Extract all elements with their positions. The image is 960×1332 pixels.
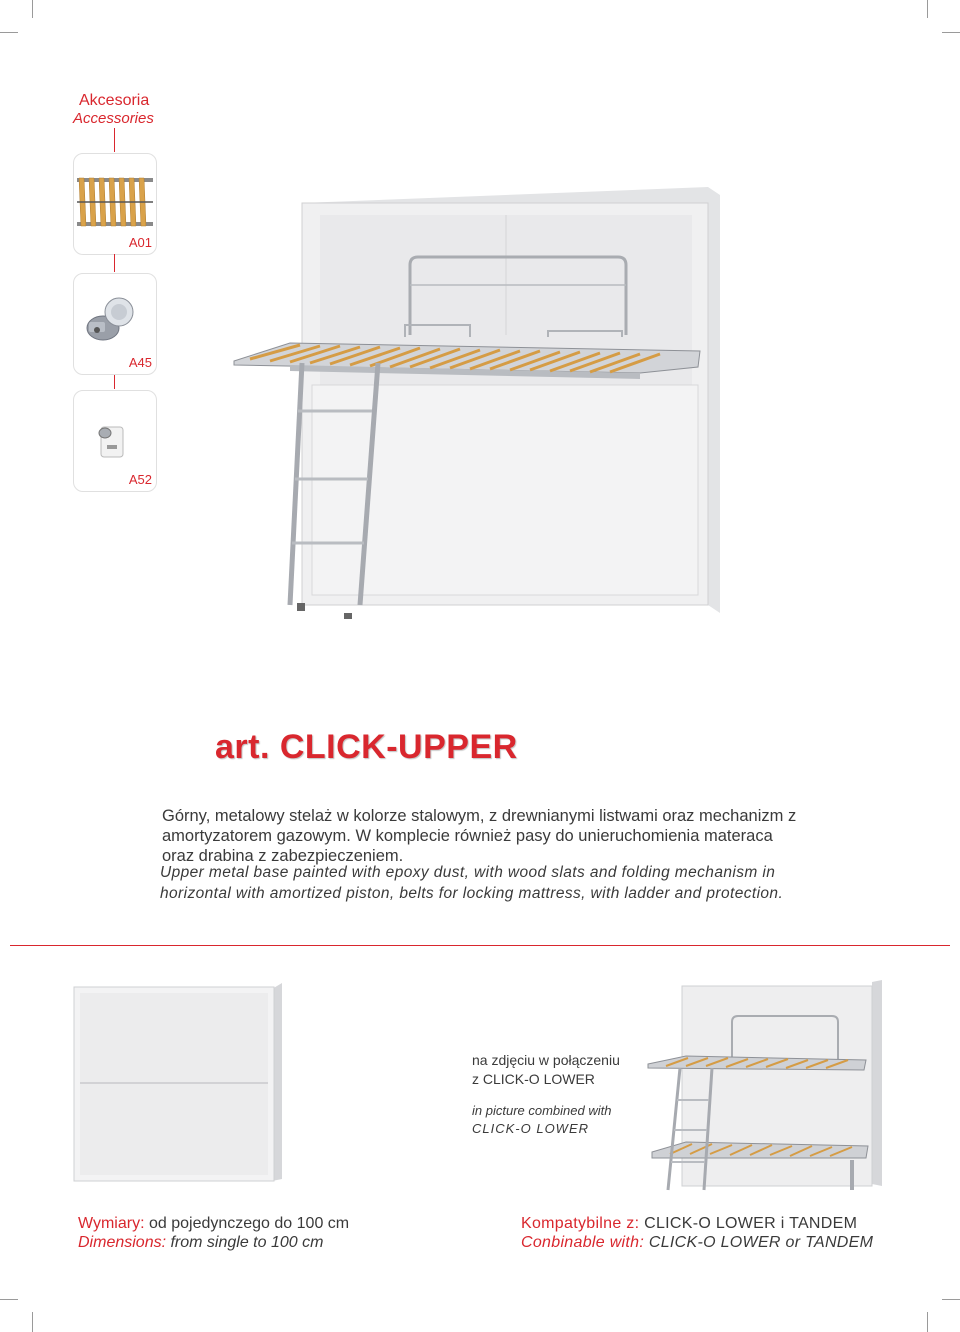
dimensions-label-en: Dimensions:	[78, 1234, 167, 1251]
compatible-value-pl: CLICK-O LOWER i TANDEM	[644, 1215, 858, 1232]
accessory-a01[interactable]	[73, 153, 157, 255]
section-divider	[10, 945, 950, 946]
wooden-slats-icon	[75, 160, 155, 230]
description-en: Upper metal base painted with epoxy dust, with wood slats and folding mechanism in horizontal with amortized piston, belts for locking mattress, with ladder and protection.	[160, 864, 784, 902]
caption-en-line2: CLICK-O LOWER	[472, 1121, 590, 1136]
accessory-a52[interactable]	[73, 390, 157, 492]
crop-mark	[942, 32, 960, 33]
accessory-code: A01	[128, 235, 152, 250]
dimensions-en	[78, 1234, 323, 1252]
compatible-label-pl: Kompatybilne z:	[521, 1215, 640, 1232]
combination-caption-en	[472, 1102, 611, 1138]
connector-line	[114, 128, 115, 152]
dimensions-label-pl: Wymiary:	[78, 1215, 145, 1232]
product-image-closed	[72, 983, 292, 1183]
crop-mark	[0, 32, 18, 33]
dimensions-value-en: from single to 100 cm	[170, 1234, 324, 1251]
product-image-click-upper	[230, 185, 730, 625]
accessory-code: A45	[128, 355, 152, 370]
product-title: art. CLICK-UPPER	[215, 728, 518, 766]
combination-caption-pl	[472, 1051, 620, 1089]
accessories-title: Akcesoria	[79, 92, 150, 109]
crop-mark	[0, 1299, 18, 1300]
compatible-value-en: CLICK-O LOWER or TANDEM	[648, 1234, 874, 1251]
crop-mark	[927, 1312, 928, 1332]
dimensions-pl	[78, 1215, 349, 1233]
crop-mark	[32, 0, 33, 18]
accessory-code: A52	[128, 472, 152, 487]
dimensions-value-pl: od pojedynczego do 100 cm	[148, 1215, 350, 1232]
connector-line	[114, 375, 115, 389]
compatible-label-en: Conbinable with:	[521, 1234, 645, 1251]
product-image-combined	[646, 980, 886, 1200]
caption-en-line1: in picture combined with	[472, 1103, 612, 1118]
description-pl: Górny, metalowy stelaż w kolorze stalowym, z drewnianymi listwami oraz mechanizm z amortyzatorem gazowym. W komplecie również pasy do unieruchomienia materaca oraz drabina z zabezpieczeniem.	[162, 807, 797, 865]
caption-pl-line1: na zdjęciu w połączeniu	[472, 1052, 620, 1068]
crop-mark	[927, 0, 928, 18]
accessory-a45[interactable]	[73, 273, 157, 375]
connector-line	[114, 254, 115, 272]
crop-mark	[942, 1299, 960, 1300]
crop-mark	[32, 1312, 33, 1332]
compatible-pl	[521, 1215, 857, 1233]
accessories-subtitle: Accessories	[73, 110, 154, 127]
caption-pl-line2: z CLICK-O LOWER	[472, 1071, 595, 1087]
piston-fitting-icon	[75, 280, 155, 360]
compatible-en	[521, 1234, 873, 1252]
belt-lock-icon	[75, 401, 155, 481]
